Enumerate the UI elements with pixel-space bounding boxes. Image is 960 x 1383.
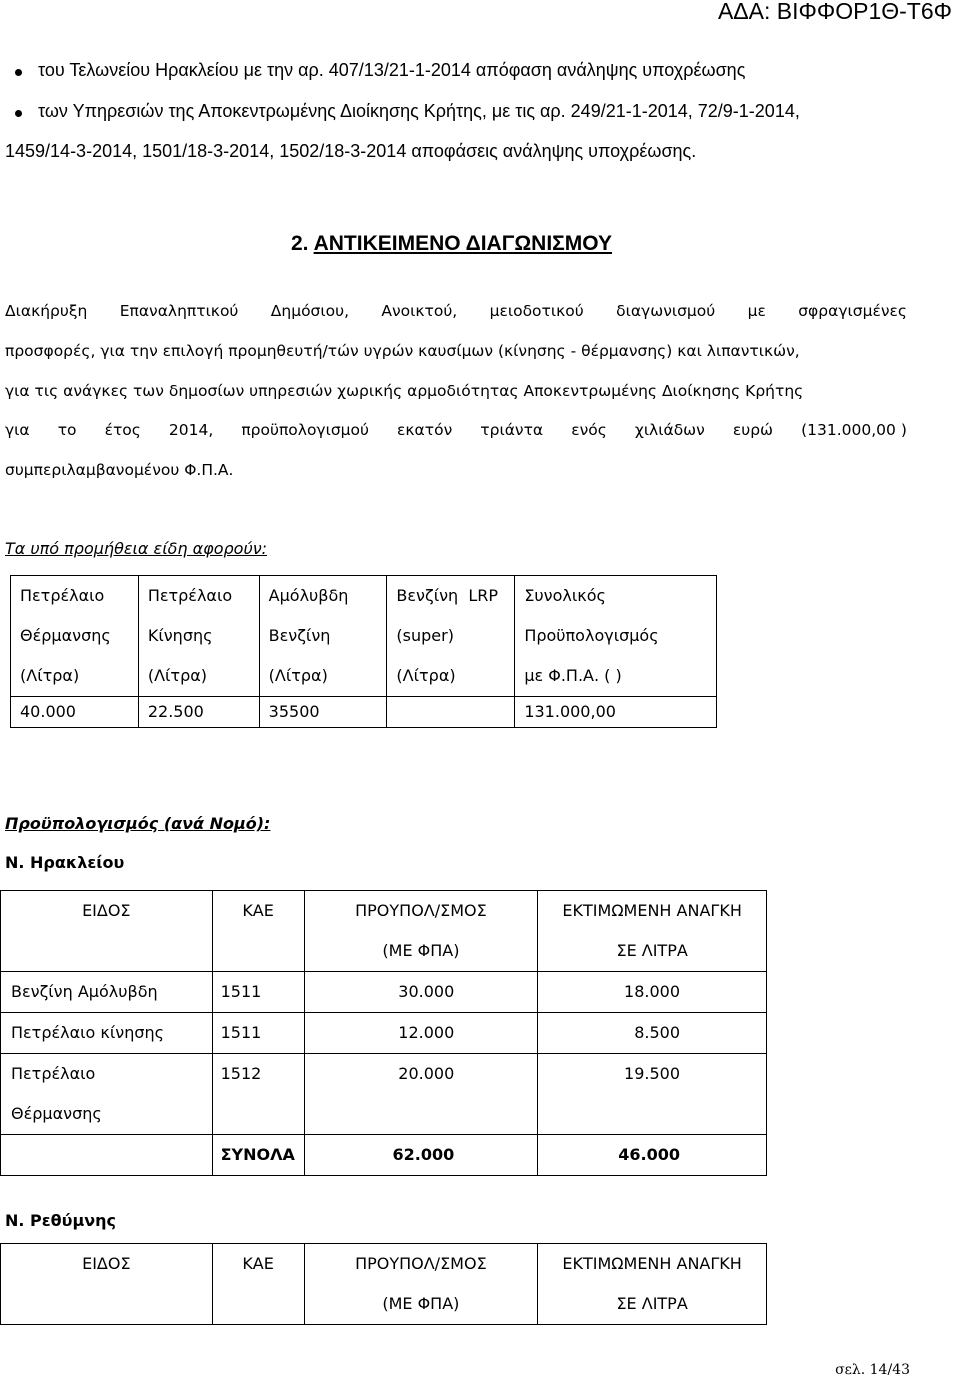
bullet-icon <box>15 69 22 76</box>
table-header-cell: ΚΑΕ <box>212 891 304 972</box>
bullet-text: των Υπηρεσιών της Αποκεντρωμένης Διοίκησης Κρήτης, με τις αρ. 249/21-1-2014, 72/9-1-2014, <box>38 101 800 121</box>
table-header-cell: Συνολικός Προϋπολογισμός με Φ.Π.Α. ( ) <box>515 576 717 697</box>
totals-row <box>1 1135 767 1176</box>
table-header-cell: ΚΑΕ <box>212 1244 304 1325</box>
paragraph-line: για τις ανάγκες των δημοσίων υπηρεσιών χωρικής αρμοδιότητας Αποκεντρωμένης Διοίκησης Κρήτης <box>5 382 804 400</box>
prefecture-heading: Ν. Ρεθύμνης <box>5 1211 117 1230</box>
paragraph-line <box>5 302 907 320</box>
word: Διακήρυξη <box>5 302 88 320</box>
table-header-cell: ΠΡΟΥΠΟΛ/ΣΜΟΣ (ΜΕ ΦΠΑ) <box>304 891 538 972</box>
ada-code: ΑΔΑ: ΒΙΦΦΟΡ1Θ-Τ6Φ <box>717 0 952 24</box>
word: ενός <box>571 421 607 439</box>
budget-heading: Προϋπολογισμός (ανά Νομό): <box>5 814 271 833</box>
table-header-cell: ΕΚΤΙΜΩΜΕΝΗ ΑΝΑΓΚΗ ΣΕ ΛΙΤΡΑ <box>538 891 767 972</box>
paragraph-line: προσφορές, για την επιλογή προμηθευτή/τών υγρών καυσίμων (κίνησης - θέρμανσης) και λιπαντικών, <box>5 342 800 360</box>
word: με <box>747 302 766 320</box>
table-cell: 40.000 <box>11 697 139 728</box>
table-header-row <box>11 576 717 697</box>
table-header-cell: Αμόλυβδη Βενζίνη (Λίτρα) <box>259 576 387 697</box>
table-cell: Πετρέλαιο Θέρμανσης <box>1 1054 213 1135</box>
table-row <box>1 1054 767 1135</box>
table-cell: 1512 <box>212 1054 304 1135</box>
totals-budget: 62.000 <box>304 1135 538 1176</box>
table-cell: 30.000 <box>304 972 538 1013</box>
word: σφραγισμένες <box>798 302 907 320</box>
word: ευρώ <box>732 421 774 439</box>
section-title-text: ΑΝΤΙΚΕΙΜΕΝΟ ΔΙΑΓΩΝΙΣΜΟΥ <box>313 232 613 255</box>
table-cell: Πετρέλαιο κίνησης <box>1 1013 213 1054</box>
table-header-cell: Βενζίνη LRP (super) (Λίτρα) <box>387 576 515 697</box>
table-cell: 18.000 <box>538 972 767 1013</box>
bullet-item <box>0 60 960 84</box>
budget-table-rethymno <box>0 1243 767 1325</box>
bullet-text: του Τελωνείου Ηρακλείου με την αρ. 407/13/21-1-2014 απόφαση ανάληψης υποχρέωσης <box>38 60 746 80</box>
budget-table-heraklion <box>0 890 767 1176</box>
page-number: σελ. 14/43 <box>835 1362 910 1378</box>
table-cell: 1511 <box>212 1013 304 1054</box>
table-cell: 12.000 <box>304 1013 538 1054</box>
word: προϋπολογισμού <box>241 421 369 439</box>
word: διαγωνισμού <box>616 302 716 320</box>
bullet-continuation: 1459/14-3-2014, 1501/18-3-2014, 1502/18-3-2014 αποφάσεις ανάληψης υποχρέωσης. <box>5 141 697 161</box>
bullet-icon <box>15 110 22 117</box>
section-number: 2. <box>291 232 309 255</box>
table-cell <box>387 697 515 728</box>
word: χιλιάδων <box>634 421 705 439</box>
table-header-cell: ΕΙΔΟΣ <box>1 891 213 972</box>
word: Δημόσιου, <box>270 302 350 320</box>
totals-label: ΣΥΝΟΛΑ <box>212 1135 304 1176</box>
word: το <box>57 421 77 439</box>
totals-need: 46.000 <box>538 1135 767 1176</box>
table-row <box>1 1013 767 1054</box>
table-cell: 35500 <box>259 697 387 728</box>
bullet-item <box>0 101 960 125</box>
table-header-cell: Πετρέλαιο Θέρμανσης (Λίτρα) <box>11 576 139 697</box>
supplies-table <box>10 575 717 728</box>
word: 2014, <box>168 421 214 439</box>
table-cell: 22.500 <box>138 697 259 728</box>
paragraph-line: συμπεριλαμβανομένου Φ.Π.Α. <box>5 461 234 479</box>
word: τριάντα <box>480 421 544 439</box>
table-cell: 20.000 <box>304 1054 538 1135</box>
table-cell <box>1 1135 213 1176</box>
word: (131.000,00 ) <box>801 421 907 439</box>
table-header-cell: Πετρέλαιο Κίνησης (Λίτρα) <box>138 576 259 697</box>
table-cell: 8.500 <box>538 1013 767 1054</box>
word: μειοδοτικού <box>489 302 584 320</box>
section-title <box>291 232 612 256</box>
table-cell: 131.000,00 <box>515 697 717 728</box>
word: Ανοικτού, <box>381 302 458 320</box>
table-header-cell: ΕΚΤΙΜΩΜΕΝΗ ΑΝΑΓΚΗ ΣΕ ΛΙΤΡΑ <box>538 1244 767 1325</box>
table-header-cell: ΠΡΟΥΠΟΛ/ΣΜΟΣ (ΜΕ ΦΠΑ) <box>304 1244 538 1325</box>
table-row <box>1 972 767 1013</box>
table-row <box>11 697 717 728</box>
prefecture-heading: Ν. Ηρακλείου <box>5 853 125 872</box>
word: εκατόν <box>397 421 453 439</box>
paragraph-line <box>5 421 907 439</box>
table-header-row <box>1 891 767 972</box>
table-cell: Βενζίνη Αμόλυβδη <box>1 972 213 1013</box>
supplies-heading: Τα υπό προμήθεια είδη αφορούν: <box>5 539 268 558</box>
word: έτος <box>104 421 141 439</box>
word: Επαναληπτικού <box>119 302 239 320</box>
table-header-cell: ΕΙΔΟΣ <box>1 1244 213 1325</box>
table-header-row <box>1 1244 767 1325</box>
table-cell: 1511 <box>212 972 304 1013</box>
table-cell: 19.500 <box>538 1054 767 1135</box>
word: για <box>5 421 30 439</box>
